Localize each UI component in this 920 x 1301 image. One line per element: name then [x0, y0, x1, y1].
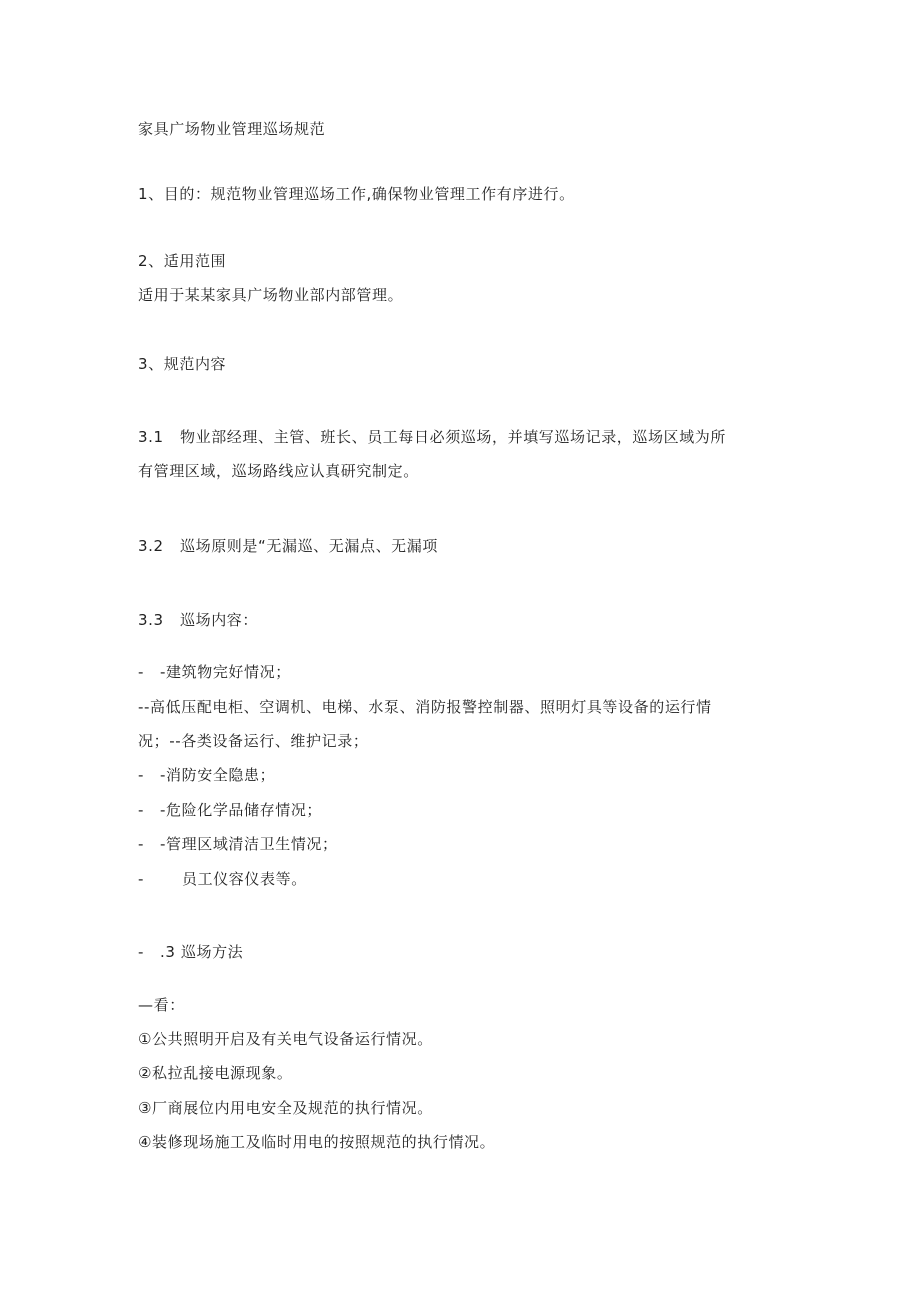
list-item-text: -危险化学品储存情况； [160, 801, 323, 819]
section-3-1-number: 3.1 [138, 428, 164, 446]
method-heading: .3 巡场方法 [160, 943, 244, 961]
list-item-text: -管理区域清洁卫生情况； [160, 835, 338, 853]
section-3-2-text: 巡场原则是“无漏巡、无漏点、无漏项 [180, 537, 438, 555]
list-item-staff-appearance [138, 869, 307, 889]
method-heading-line [138, 942, 243, 962]
list-item-equipment-line-1: --高低压配电柜、空调机、电梯、水泵、消防报警控制器、照明灯具等设备的运行情 [138, 698, 712, 716]
look-item-1: ①公共照明开启及有关电气设备运行情况。 [138, 1030, 433, 1048]
list-bullet: - [138, 801, 145, 819]
look-item-4: ④装修现场施工及临时用电的按照规范的执行情况。 [138, 1133, 496, 1151]
look-item-2: ②私拉乱接电源现象。 [138, 1064, 293, 1082]
list-bullet: - [138, 870, 145, 888]
list-bullet: - [138, 663, 145, 681]
list-bullet: - [138, 835, 145, 853]
look-item-3: ③厂商展位内用电安全及规范的执行情况。 [138, 1099, 433, 1117]
list-item-text: -建筑物完好情况； [160, 663, 291, 681]
list-item-equipment-line-2: 况；--各类设备运行、维护记录； [138, 732, 369, 750]
section-3-1-line-1 [138, 427, 726, 447]
document-title: 家具广场物业管理巡场规范 [138, 120, 326, 138]
list-bullet: - [138, 943, 145, 961]
section-3-2-number: 3.2 [138, 537, 164, 555]
section-3-heading: 3、规范内容 [138, 355, 227, 373]
section-3-2 [138, 536, 438, 556]
list-item-text: -消防安全隐患； [160, 766, 276, 784]
section-3-3-number: 3.3 [138, 611, 164, 629]
section-3-1-text: 物业部经理、主管、班长、员工每日必须巡场，并填写巡场记录，巡场区域为所 [180, 428, 727, 446]
list-item-cleanliness [138, 834, 338, 854]
section-2-heading: 2、适用范围 [138, 252, 227, 270]
look-heading: —看： [138, 996, 185, 1014]
section-1-purpose: 1、目的：规范物业管理巡场工作,确保物业管理工作有序进行。 [138, 185, 575, 203]
section-3-3 [138, 610, 258, 630]
section-2-body: 适用于某某家具广场物业部内部管理。 [138, 286, 404, 304]
section-3-1-line-2: 有管理区域，巡场路线应认真研究制定。 [138, 462, 419, 480]
list-item-fire-safety [138, 765, 275, 785]
list-item-building [138, 662, 291, 682]
list-bullet: - [138, 766, 145, 784]
list-item-text: 员工仪容仪表等。 [182, 870, 307, 888]
list-item-hazardous-chemicals [138, 800, 322, 820]
section-3-3-text: 巡场内容： [180, 611, 259, 629]
